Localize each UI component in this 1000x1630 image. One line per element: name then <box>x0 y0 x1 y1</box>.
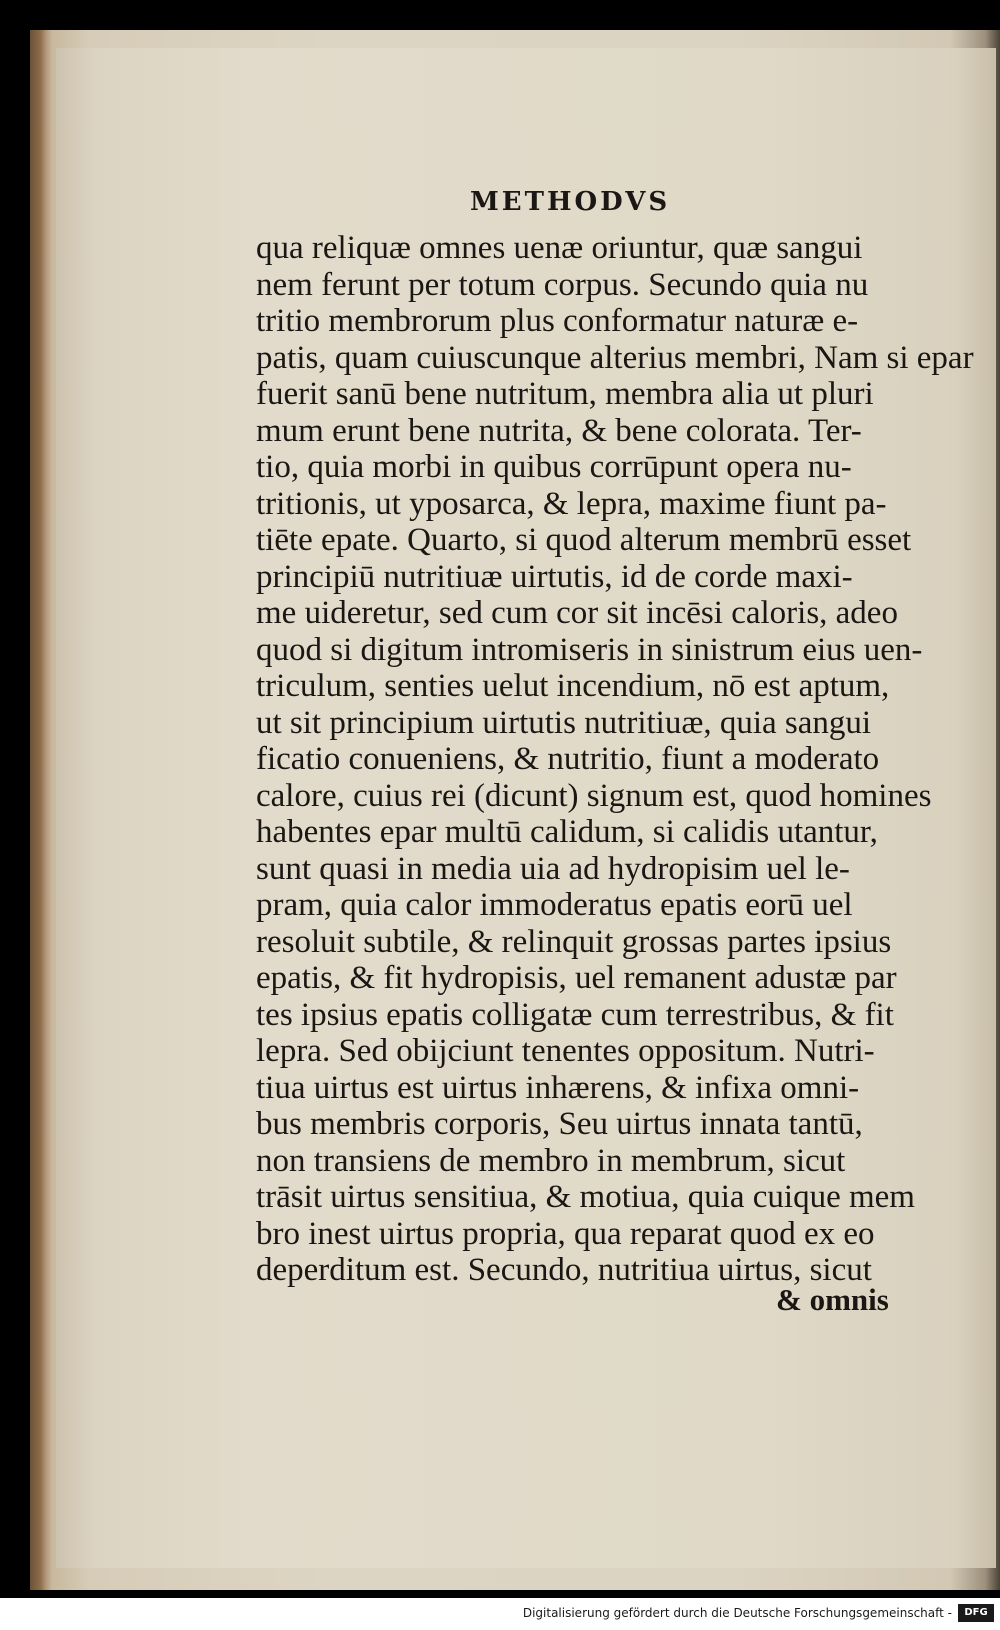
text-line: ut sit principium uirtutis nutritiuæ, quia sangui <box>256 704 872 741</box>
text-line: tiēte epate. Quarto, si quod alterum membrū esset <box>256 522 912 558</box>
text-line: calore, cuius rei (dicunt) signum est, quod homines <box>256 777 932 814</box>
text-line: ficatio conueniens, & nutritio, fiunt a moderato <box>256 741 880 777</box>
body-text <box>256 230 974 1289</box>
text-line: tes ipsius epatis colligatæ cum terrestribus, & fit <box>256 996 894 1033</box>
text-line: habentes epar multū calidum, si calidis utantur, <box>256 814 878 850</box>
text-line: trāsit uirtus sensitiua, & motiua, quia cuique mem <box>256 1179 915 1215</box>
text-line: tio, quia morbi in quibus corrūpunt opera nu- <box>256 449 852 485</box>
text-line: resoluit subtile, & relinquit grossas partes ipsius <box>256 923 892 960</box>
text-line: quod si digitum intromiseris in sinistrum eius uen- <box>256 631 923 668</box>
text-line: epatis, & fit hydropisis, uel remanent adustæ par <box>256 960 897 996</box>
text-line: principiū nutritiuæ uirtutis, id de corde maxi- <box>256 558 853 595</box>
text-line: bro inest uirtus propria, qua reparat quod ex eo <box>256 1215 875 1252</box>
text-line: patis, quam cuiuscunque alterius membri, Nam si epar <box>256 339 974 376</box>
text-line: non transiens de membro in membrum, sicut <box>256 1142 846 1179</box>
text-line: tritio membrorum plus conformatur naturæ e- <box>256 303 859 339</box>
text-line: triculum, senties uelut incendium, nō est aptum, <box>256 668 890 704</box>
text-line: tiua uirtus est uirtus inhærens, & infixa omni- <box>256 1069 860 1106</box>
text-line: pram, quia calor immoderatus epatis eorū uel <box>256 887 853 923</box>
text-line: qua reliquæ omnes uenæ oriuntur, quæ sangui <box>256 230 863 266</box>
text-line: bus membris corporis, Seu uirtus innata tantū, <box>256 1106 863 1142</box>
catchword: & omnis <box>776 1282 889 1317</box>
dfg-logo-icon: DFG <box>958 1604 994 1622</box>
text-line: me uideretur, sed cum cor sit incēsi caloris, adeo <box>256 595 898 631</box>
running-head: METHODVS <box>470 187 671 217</box>
footer-credit: Digitalisierung gefördert durch die Deutsche Forschungsgemeinschaft - <box>522 1606 952 1620</box>
text-line: deperditum est. Secundo, nutritiua uirtus, sicut <box>256 1252 872 1288</box>
text-line: sunt quasi in media uia ad hydropisim uel le- <box>256 850 850 887</box>
text-line: fuerit sanū bene nutritum, membra alia ut pluri <box>256 376 874 412</box>
text-line: nem ferunt per totum corpus. Secundo quia nu <box>256 266 869 303</box>
footer-bar <box>0 1598 1000 1630</box>
text-line: lepra. Sed obijciunt tenentes oppositum. Nutri- <box>256 1033 875 1069</box>
text-line: mum erunt bene nutrita, & bene colorata. Ter- <box>256 412 862 449</box>
text-line: tritionis, ut yposarca, & lepra, maxime fiunt pa- <box>256 485 887 522</box>
